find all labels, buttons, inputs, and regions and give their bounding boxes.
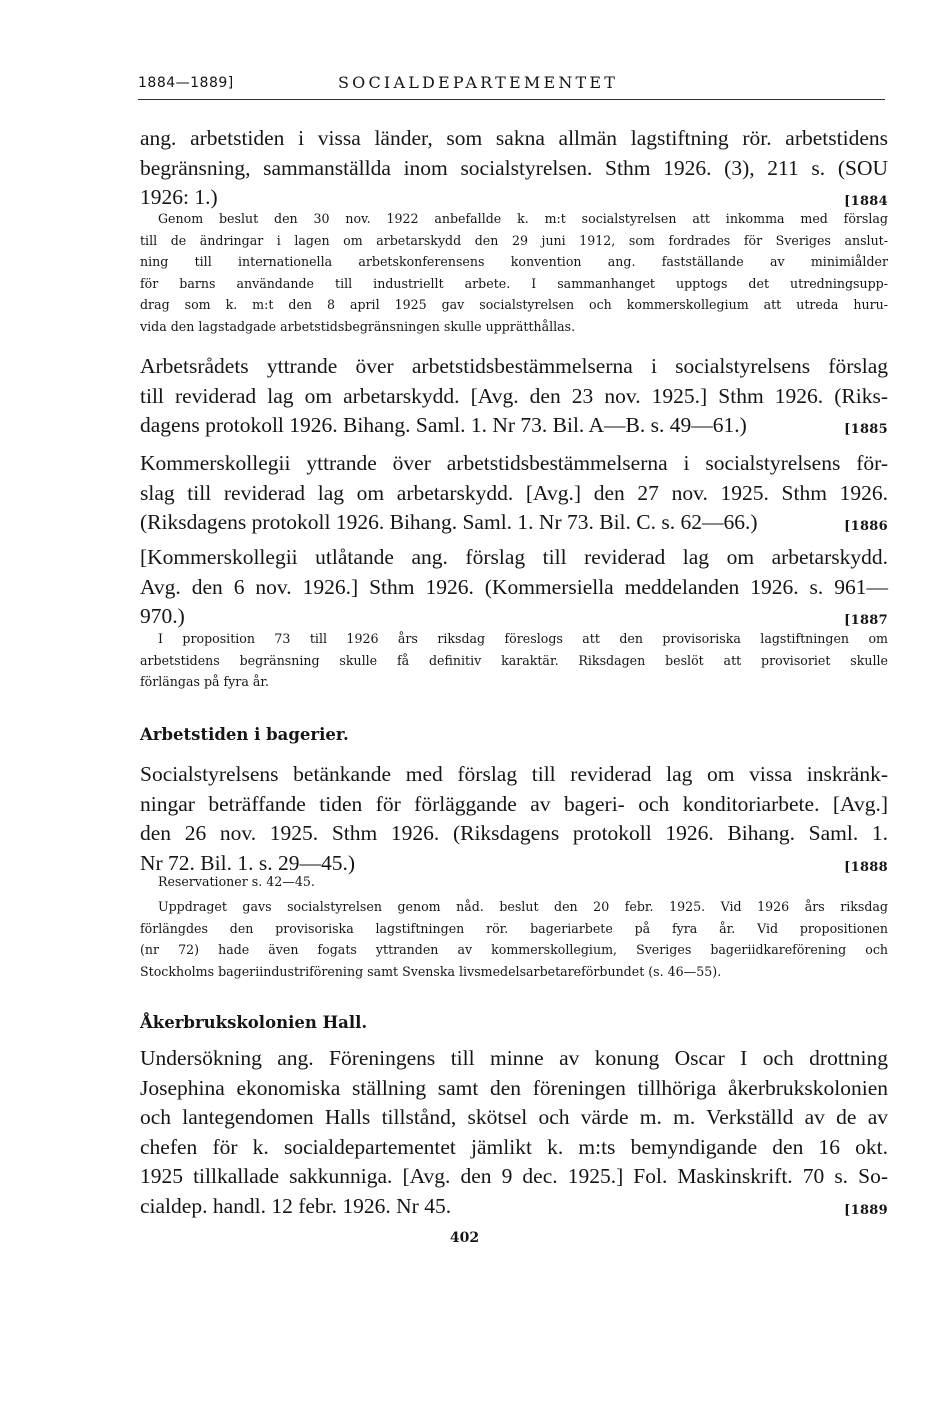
entry-line: ang. arbetstiden i vissa länder, som sakna allmän lagstiftning rör. arbetstidens — [140, 126, 888, 150]
reservation-line: Reservationer s. 42—45. — [158, 874, 315, 889]
entry-1884-text — [140, 124, 888, 213]
entry-line: slag till reviderad lag om arbetarskydd. [Avg.] den 27 nov. 1925. Sthm 1926. — [140, 480, 888, 505]
entry-line: och lantegendomen Halls tillstånd, skötsel och värde m. m. Verkställd av de av — [140, 1105, 888, 1129]
entry-line: 1926: 1.) [1884 — [140, 183, 888, 213]
entry-line: chefen för k. socialdepartementet jämlikt k. m:ts bemyndigande den 16 okt. — [140, 1134, 888, 1159]
entry-number: [1887 — [844, 613, 888, 628]
entry-line: den 26 nov. 1925. Sthm 1926. (Riksdagens protokoll 1926. Bihang. Saml. 1. — [140, 821, 888, 845]
entry-line: Arbetsrådets yttrande över arbetstidsbestämmelserna i socialstyrelsens förslag — [140, 354, 888, 378]
entry-line: begränsning, sammanställda inom socialstyrelsen. Sthm 1926. (3), 211 s. (SOU — [140, 155, 888, 180]
section-title: Åkerbrukskolonien Hall. — [140, 1013, 368, 1032]
entry-number: [1886 — [844, 519, 888, 534]
entry-line: Socialstyrelsens betänkande med förslag till reviderad lag om vissa inskränk- — [140, 762, 888, 786]
page-number: 402 — [449, 1230, 480, 1246]
note-line: arbetstidens begränsning skulle få definitiv karaktär. Riksdagen beslöt att provisoriet skulle — [140, 652, 888, 668]
note-line: förlängas på fyra år. — [140, 674, 269, 689]
running-head — [138, 73, 885, 97]
section-title: Arbetstiden i bagerier. — [140, 725, 349, 744]
header-rule — [138, 99, 885, 100]
entry-line: Josephina ekonomiska ställning samt den föreningen tillhöriga åkerbrukskolonien — [140, 1075, 888, 1100]
entry-line: till reviderad lag om arbetarskydd. [Avg. den 23 nov. 1925.] Sthm 1926. (Riks- — [140, 383, 888, 408]
entry-number: [1888 — [844, 859, 888, 875]
header-year-range: 1884—1889] — [138, 75, 234, 91]
entry-line: ningar beträffande tiden för förläggande av bageri- och konditoriarbete. [Avg.] — [140, 791, 888, 816]
entry-number: [1885 — [844, 422, 888, 437]
note-line: ning till internationella arbetskonferensens konvention ang. fastställande av minimiålder — [140, 254, 888, 269]
entry-line: 970.) [1887 — [140, 602, 888, 632]
note-line: Stockholms bageriindustriförening samt Svenska livsmedelsarbetareförbundet (s. 46—55). — [140, 963, 722, 979]
note-line: (nr 72) hade även fogats yttranden av kommerskollegium, Sveriges bageriidkareförening och — [140, 942, 888, 957]
note-line: drag som k. m:t den 8 april 1925 gav socialstyrelsen och kommerskollegium att utreda huru- — [140, 297, 888, 312]
entry-line: Undersökning ang. Föreningens till minne av konung Oscar I och drottning — [140, 1046, 888, 1070]
note-line: I proposition 73 till 1926 års riksdag föreslogs att den provisoriska lagstiftningen om — [158, 631, 888, 646]
entry-1887-note — [140, 628, 888, 693]
entry-1888-note — [140, 896, 888, 982]
note-line: till de ändringar i lagen om arbetarskydd den 29 juni 1912, som fordrades för Sveriges anslut- — [140, 232, 888, 248]
entry-line: (Riksdagens protokoll 1926. Bihang. Saml. 1. Nr 73. Bil. C. s. 62—66.) [1886 — [140, 508, 888, 538]
note-line: förlängdes den provisoriska lagstiftningen rör. bageriarbete på fyra år. Vid propositionen — [140, 920, 888, 936]
entry-line: cialdep. handl. 12 febr. 1926. Nr 45. [1889 — [140, 1192, 888, 1222]
entry-1888 — [140, 760, 888, 882]
entry-1884 — [140, 124, 888, 217]
section-heading-hall — [140, 1012, 888, 1034]
entry-line: dagens protokoll 1926. Bihang. Saml. 1. Nr 73. Bil. A—B. s. 49—61.) [1885 — [140, 411, 888, 441]
entry-1889 — [140, 1044, 888, 1225]
entry-1886 — [140, 449, 888, 542]
note-line: Uppdraget gavs socialstyrelsen genom nåd. beslut den 20 febr. 1925. Vid 1926 års riksdag — [158, 899, 888, 914]
note-line: vida den lagstadgade arbetstidsbegränsningen skulle upprätthållas. — [140, 318, 576, 334]
entry-1887 — [140, 543, 888, 636]
note-line: för barns användande till industriellt arbete. I sammanhanget upptogs det utredningsupp- — [140, 275, 888, 291]
entry-number: [1884 — [844, 194, 888, 209]
entry-1884-note — [140, 208, 888, 337]
header-title: SOCIALDEPARTEMENTET — [338, 73, 619, 92]
section-heading-bagerier — [140, 724, 888, 746]
entry-line: [Kommerskollegii utlåtande ang. förslag till reviderad lag om arbetarskydd. — [140, 545, 888, 569]
entry-1885 — [140, 352, 888, 445]
note-line: Genom beslut den 30 nov. 1922 anbefallde k. m:t socialstyrelsen att inkomma med förslag — [158, 211, 888, 226]
entry-number: [1889 — [844, 1202, 888, 1218]
entry-line: Nr 72. Bil. 1. s. 29—45.) [1888 — [140, 849, 888, 879]
entry-1888-reservation — [140, 871, 888, 893]
entry-line: Kommerskollegii yttrande över arbetstidsbestämmelserna i socialstyrelsens för- — [140, 451, 888, 475]
entry-line: 1925 tillkallade sakkunniga. [Avg. den 9 dec. 1925.] Fol. Maskinskrift. 70 s. So- — [140, 1164, 888, 1188]
entry-line: Avg. den 6 nov. 1926.] Sthm 1926. (Kommersiella meddelanden 1926. s. 961— — [140, 574, 888, 599]
